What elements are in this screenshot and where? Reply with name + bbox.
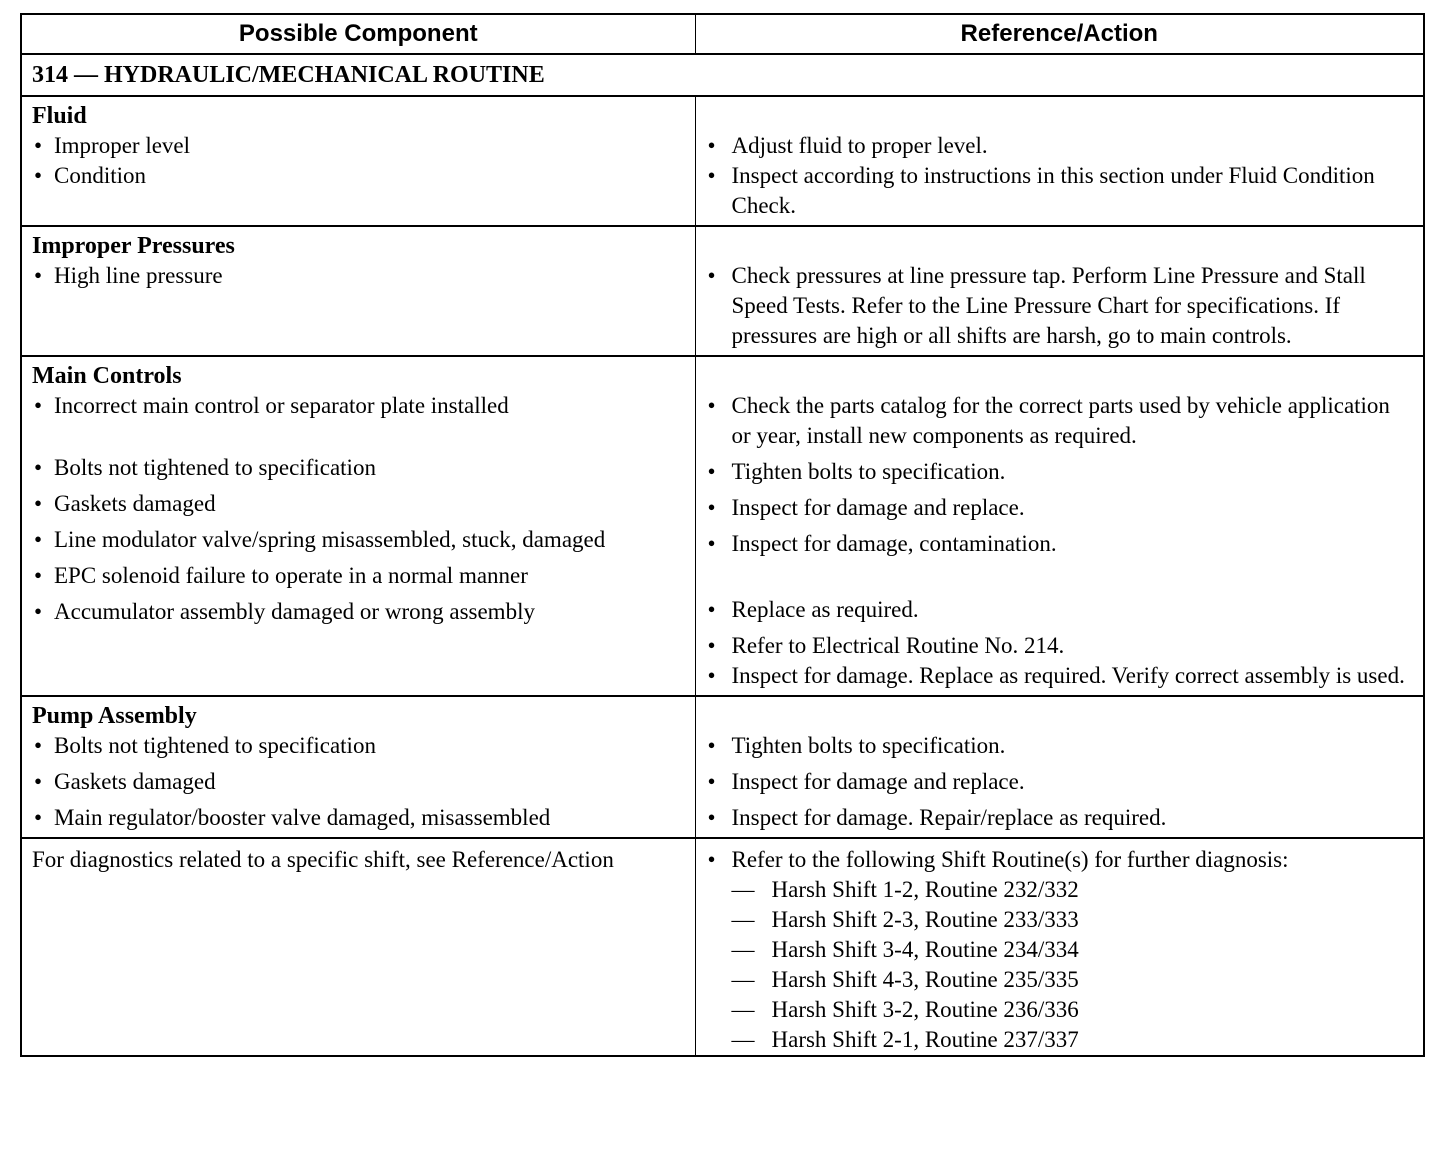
action-list: [706, 845, 1414, 875]
diagnostic-table: [22, 15, 1423, 1055]
action-list: [706, 131, 1414, 221]
section-main-controls: [22, 356, 1423, 696]
shift-routine-item: — Harsh Shift 1-2, Routine 232/332: [732, 875, 1414, 905]
action-list: [706, 731, 1414, 833]
shift-routine-list: [706, 875, 1414, 1055]
routine-title-row: [22, 54, 1423, 96]
shift-routine-item: — Harsh Shift 3-4, Routine 234/334: [732, 935, 1414, 965]
component-item: • High line pressure: [32, 261, 689, 291]
component-item: • Incorrect main control or separator plate installed: [32, 391, 689, 421]
category-title: Fluid: [32, 103, 87, 129]
diagnostic-table-sheet: [20, 13, 1425, 1057]
component-cell: [22, 96, 695, 226]
action-item: • Adjust fluid to proper level.: [706, 131, 1414, 161]
component-item: • Accumulator assembly damaged or wrong assembly: [32, 597, 689, 627]
component-item: • Gaskets damaged: [32, 767, 689, 797]
component-item: • Bolts not tightened to specification: [32, 453, 689, 483]
column-header-reference-action: Reference/Action: [695, 15, 1423, 54]
action-cell: [695, 838, 1423, 1055]
component-list: [32, 391, 689, 627]
component-cell: [22, 696, 695, 838]
shift-routine-item: — Harsh Shift 3-2, Routine 236/336: [732, 995, 1414, 1025]
shift-diagnostics-note: For diagnostics related to a specific shift, see Reference/Action: [32, 847, 614, 872]
action-item: • Replace as required.: [706, 595, 1414, 625]
component-item: • EPC solenoid failure to operate in a normal manner: [32, 561, 689, 591]
shift-routine-item: — Harsh Shift 2-1, Routine 237/337: [732, 1025, 1414, 1055]
action-item: • Tighten bolts to specification.: [706, 457, 1414, 487]
action-item: • Inspect for damage. Repair/replace as required.: [706, 803, 1414, 833]
component-item: • Improper level: [32, 131, 689, 161]
category-title: Improper Pressures: [32, 233, 235, 259]
category-title: Main Controls: [32, 363, 182, 389]
component-cell: [22, 226, 695, 356]
action-item: • Inspect for damage. Replace as required. Verify correct assembly is used.: [706, 661, 1414, 691]
column-header-possible-component: Possible Component: [22, 15, 695, 54]
component-list: [32, 131, 689, 191]
action-item: • Check the parts catalog for the correct parts used by vehicle application or year, install new components as required.: [706, 391, 1414, 451]
action-item: • Inspect for damage, contamination.: [706, 529, 1414, 559]
component-item: • Line modulator valve/spring misassembled, stuck, damaged: [32, 525, 689, 555]
header-row: [22, 15, 1423, 54]
routine-title: 314 — HYDRAULIC/MECHANICAL ROUTINE: [22, 54, 1423, 96]
section-improper-pressures: [22, 226, 1423, 356]
component-item: • Bolts not tightened to specification: [32, 731, 689, 761]
shift-routine-item: — Harsh Shift 4-3, Routine 235/335: [732, 965, 1414, 995]
action-list: [706, 391, 1414, 691]
action-item: • Refer to Electrical Routine No. 214.: [706, 631, 1414, 661]
action-list: [706, 261, 1414, 351]
shift-routine-item: — Harsh Shift 2-3, Routine 233/333: [732, 905, 1414, 935]
action-item: • Check pressures at line pressure tap. Perform Line Pressure and Stall Speed Tests. Refer to the Line Pressure Chart for specifications. If pressures are high or all shifts are harsh, go to main controls.: [706, 261, 1414, 351]
action-item: • Tighten bolts to specification.: [706, 731, 1414, 761]
component-list: [32, 261, 689, 291]
action-cell: [695, 96, 1423, 226]
shift-routines-row: [22, 838, 1423, 1055]
action-cell: [695, 226, 1423, 356]
action-item: • Inspect for damage and replace.: [706, 767, 1414, 797]
component-item: • Condition: [32, 161, 689, 191]
component-item: • Main regulator/booster valve damaged, misassembled: [32, 803, 689, 833]
component-cell: [22, 838, 695, 1055]
component-item: • Gaskets damaged: [32, 489, 689, 519]
action-cell: [695, 356, 1423, 696]
section-fluid: [22, 96, 1423, 226]
action-cell: [695, 696, 1423, 838]
action-item: • Inspect according to instructions in this section under Fluid Condition Check.: [706, 161, 1414, 221]
section-pump-assembly: [22, 696, 1423, 838]
category-title: Pump Assembly: [32, 703, 197, 729]
component-list: [32, 731, 689, 833]
component-cell: [22, 356, 695, 696]
action-item: • Inspect for damage and replace.: [706, 493, 1414, 523]
action-item: • Refer to the following Shift Routine(s) for further diagnosis:: [706, 845, 1414, 875]
